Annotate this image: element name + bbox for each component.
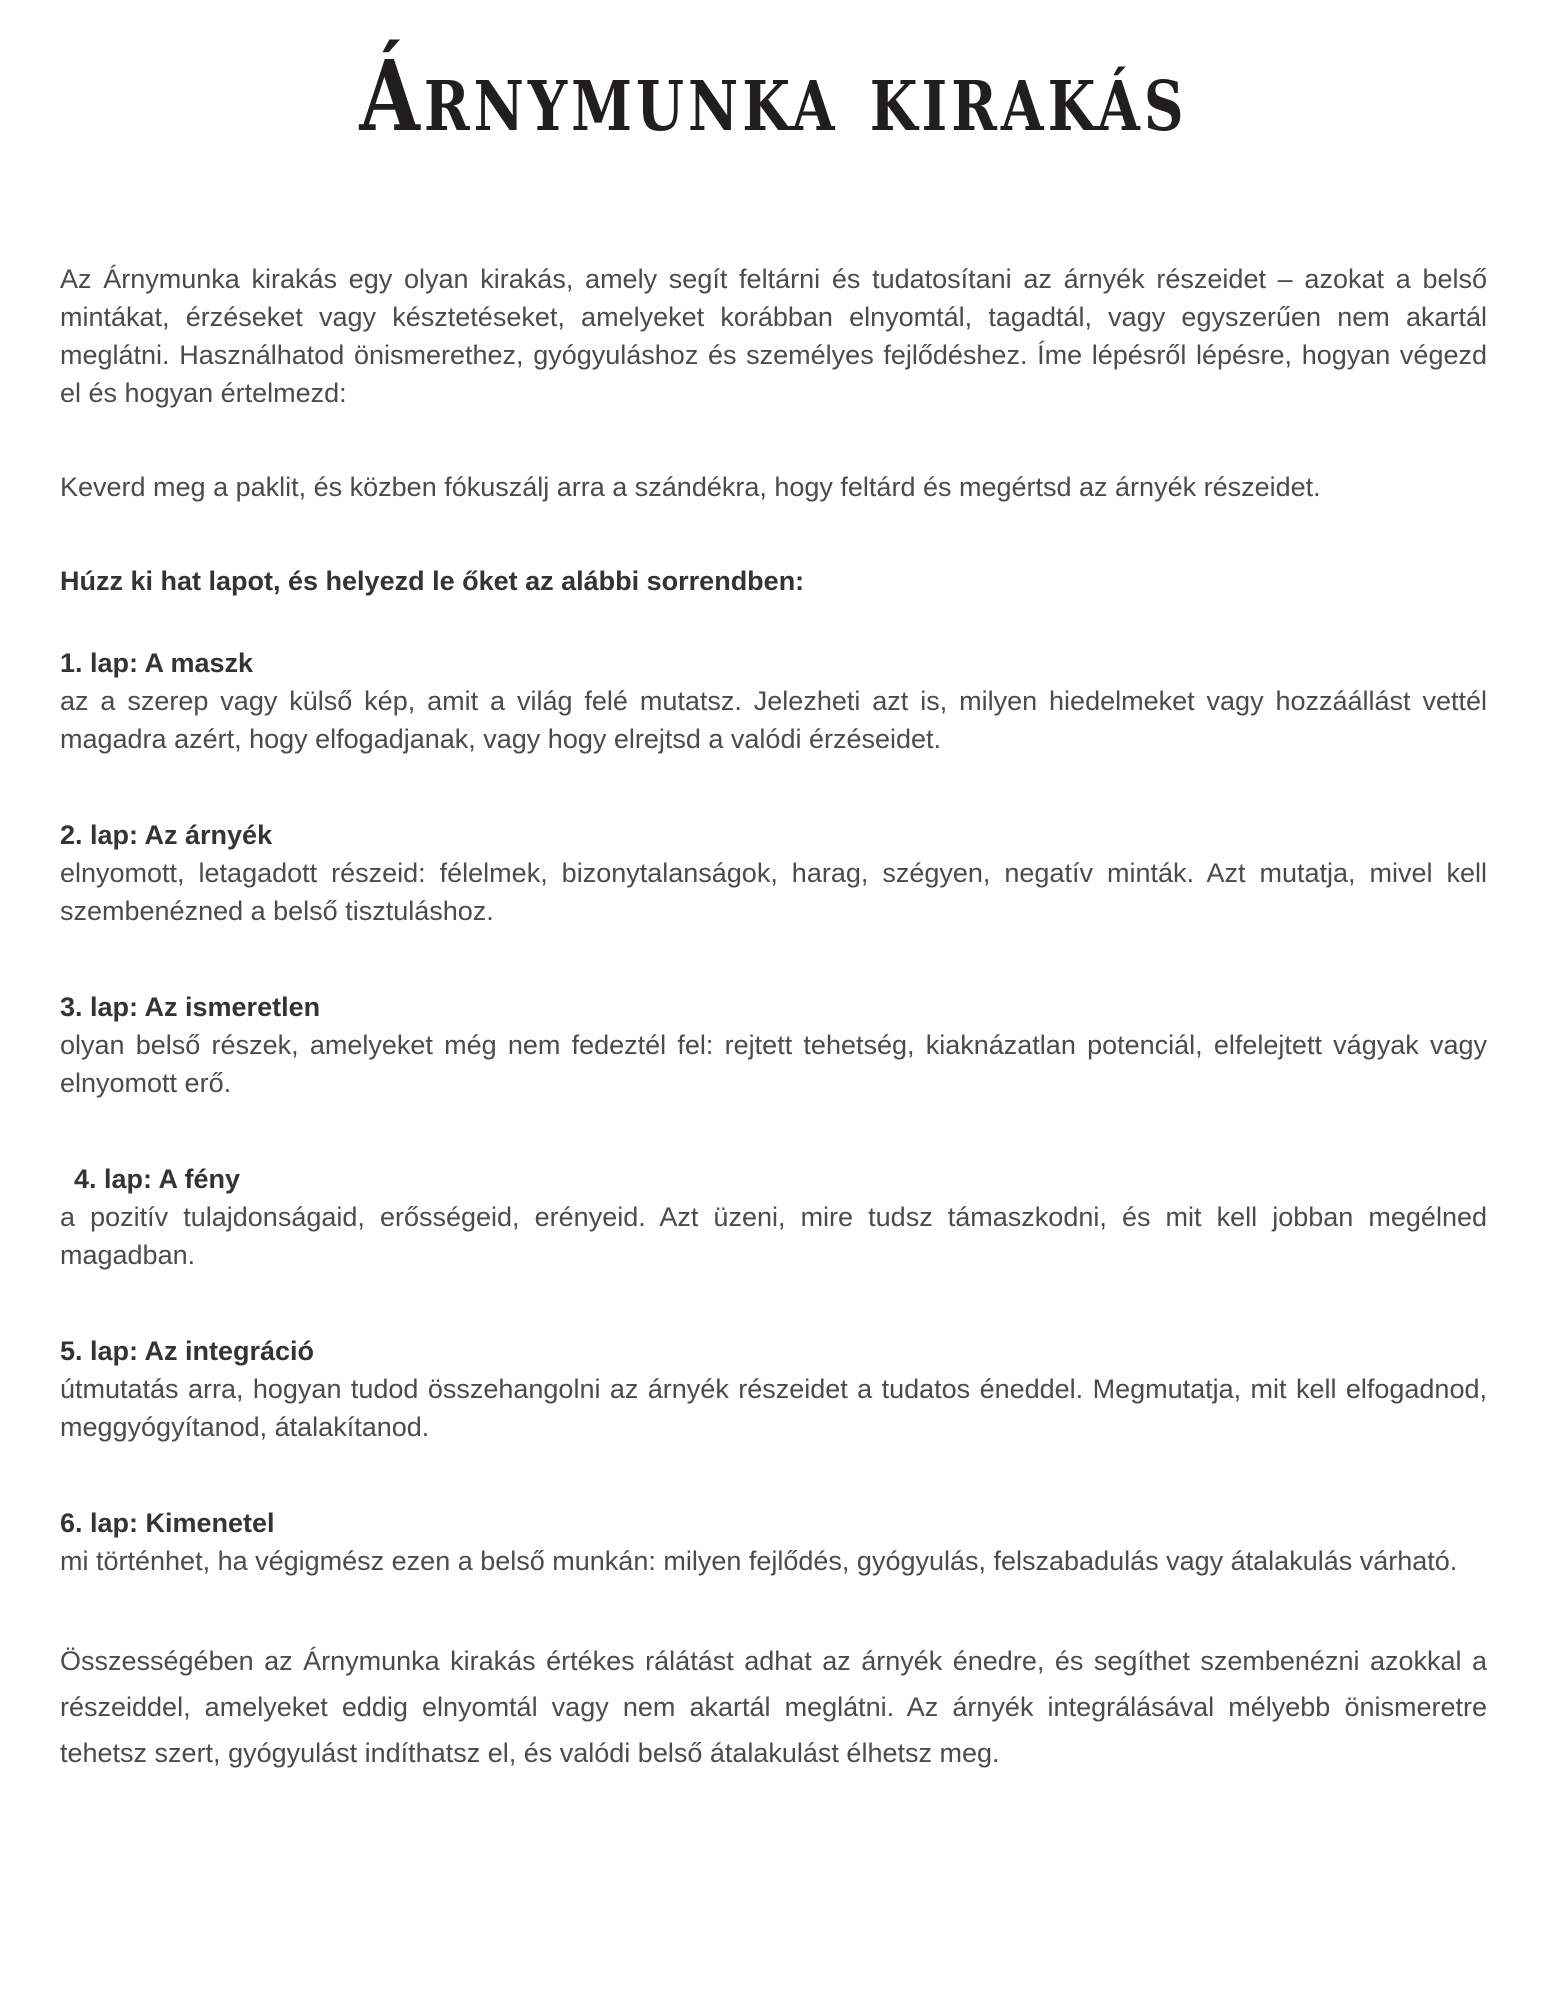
card-3-heading: 3. lap: Az ismeretlen [60, 992, 321, 1022]
draw-cards-lead-in: Húzz ki hat lapot, és helyezd le őket az alábbi sorrendben: [60, 566, 805, 596]
closing-paragraph: Összességében az Árnymunka kirakás értékes rálátást adhat az árnyék énedre, és segíthet szembenézni azokkal a részeiddel, amelyeket eddig elnyomtál vagy nem akartál meglátni. Az árnyék integrálásával mélyebb önismeretre tehetsz szert, gyógyulást indíthatsz el, és valódi belső átalakulást élhetsz meg. [60, 1646, 1487, 1768]
card-section-3 [60, 988, 1487, 1102]
page-title: Árnymunka kirakás [359, 40, 1188, 154]
card-6-description: mi történhet, ha végigmész ezen a belső munkán: milyen fejlődés, gyógyulás, felszabadulás vagy átalakulás várható. [60, 1546, 1458, 1576]
card-4-description: a pozitív tulajdonságaid, erősségeid, erényeid. Azt üzeni, mire tudsz támaszkodni, és mit kell jobban megélned magadban. [60, 1202, 1487, 1270]
card-1-description: az a szerep vagy külső kép, amit a világ felé mutatsz. Jelezheti azt is, milyen hiedelmeket vagy hozzáállást vettél magadra azért, hogy elfogadjanak, vagy hogy elrejtsd a valódi érzéseidet. [60, 686, 1487, 754]
card-4-heading: 4. lap: A fény [74, 1164, 241, 1194]
card-5-description: útmutatás arra, hogyan tudod összehangolni az árnyék részeidet a tudatos éneddel. Megmutatja, mit kell elfogadnod, meggyógyítanod, átalakítanod. [60, 1374, 1487, 1442]
card-section-2 [60, 816, 1487, 930]
intro-paragraph: Az Árnymunka kirakás egy olyan kirakás, amely segít feltárni és tudatosítani az árnyék részeidet – azokat a belső mintákat, érzéseket vagy késztetéseket, amelyeket korábban elnyomtál, tagadtál, vagy egyszerűen nem akartál meglátni. Használhatod önismerethez, gyógyuláshoz és személyes fejlődéshez. Íme lépésről lépésre, hogyan végezd el és hogyan értelmezd: [60, 264, 1487, 408]
card-3-description: olyan belső részek, amelyeket még nem fedeztél fel: rejtett tehetség, kiaknázatlan potenciál, elfelejtett vágyak vagy elnyomott erő. [60, 1030, 1487, 1098]
shuffle-instruction-paragraph: Keverd meg a paklit, és közben fókuszálj arra a szándékra, hogy feltárd és megértsd az árnyék részeidet. [60, 472, 1321, 502]
card-6-heading: 6. lap: Kimenetel [60, 1508, 275, 1538]
card-section-1 [60, 644, 1487, 758]
card-2-heading: 2. lap: Az árnyék [60, 820, 273, 850]
card-section-6 [60, 1504, 1487, 1580]
card-2-description: elnyomott, letagadott részeid: félelmek, bizonytalanságok, harag, szégyen, negatív minták. Azt mutatja, mivel kell szembenézned a belső tisztuláshoz. [60, 858, 1487, 926]
card-section-5 [60, 1332, 1487, 1446]
card-1-heading: 1. lap: A maszk [60, 648, 254, 678]
card-5-heading: 5. lap: Az integráció [60, 1336, 315, 1366]
card-section-4 [60, 1160, 1487, 1274]
